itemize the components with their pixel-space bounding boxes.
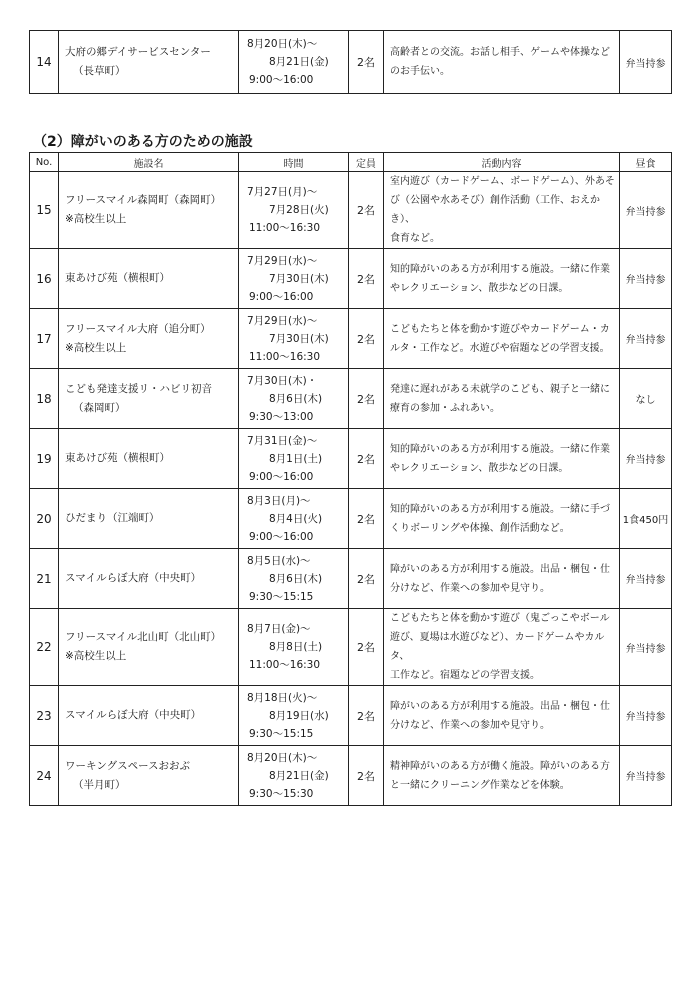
time-cell: 8月7日(金)～ 8月8日(土) 11:00～16:30 xyxy=(239,609,349,686)
header-row xyxy=(30,153,672,172)
capacity-cell: 2名 xyxy=(349,309,384,369)
activity-cell: 知的障がいのある方が利用する施設。一緒に作業 やレクリエーション、散歩などの日課。 xyxy=(384,249,620,309)
lunch-cell: 弁当持参 xyxy=(620,249,672,309)
time-cell: 7月30日(木)・ 8月6日(木) 9:30～13:00 xyxy=(239,369,349,429)
lunch-cell: 弁当持参 xyxy=(620,609,672,686)
facility-name: ワーキングスペースおおぶ （半月町） xyxy=(59,746,239,806)
row-number: 18 xyxy=(30,369,59,429)
facility-table xyxy=(29,152,672,806)
header-capacity: 定員 xyxy=(349,153,384,172)
lunch-cell: 弁当持参 xyxy=(620,31,672,94)
time-cell: 8月20日(木)～ 8月21日(金) 9:30～15:30 xyxy=(239,746,349,806)
table-row xyxy=(30,686,672,746)
activity-cell: 高齢者との交流。お話し相手、ゲームや体操など のお手伝い。 xyxy=(384,31,620,94)
facility-name: スマイルらぼ大府（中央町） xyxy=(59,549,239,609)
facility-name: ひだまり（江端町） xyxy=(59,489,239,549)
table-row xyxy=(30,489,672,549)
capacity-cell: 2名 xyxy=(349,172,384,249)
table-row xyxy=(30,172,672,249)
row-number: 23 xyxy=(30,686,59,746)
time-cell: 7月29日(水)～ 7月30日(木) 9:00～16:00 xyxy=(239,249,349,309)
activity-cell: 障がいのある方が利用する施設。出品・梱包・仕 分けなど、作業への参加や見守り。 xyxy=(384,686,620,746)
row-number: 15 xyxy=(30,172,59,249)
row-number: 24 xyxy=(30,746,59,806)
row-number: 16 xyxy=(30,249,59,309)
lunch-cell: 弁当持参 xyxy=(620,746,672,806)
table-row xyxy=(30,369,672,429)
time-cell: 8月5日(水)～ 8月6日(木) 9:30～15:15 xyxy=(239,549,349,609)
table-row xyxy=(30,249,672,309)
lunch-cell: 1食450円 xyxy=(620,489,672,549)
header-no: No. xyxy=(30,153,59,172)
time-cell: 7月27日(月)～ 7月28日(火) 11:00～16:30 xyxy=(239,172,349,249)
section-title: （2）障がいのある方のための施設 xyxy=(33,134,253,150)
activity-cell: 室内遊び（カードゲーム、ボードゲーム）、外あそ び（公園や水あそび）創作活動（工作、おえかき）、 食育など。 xyxy=(384,172,620,249)
facility-name: フリースマイル森岡町（森岡町） ※高校生以上 xyxy=(59,172,239,249)
header-time: 時間 xyxy=(239,153,349,172)
time-cell: 7月31日(金)～ 8月1日(土) 9:00～16:00 xyxy=(239,429,349,489)
capacity-cell: 2名 xyxy=(349,549,384,609)
facility-name: 東あけび苑（横根町） xyxy=(59,249,239,309)
time-cell: 7月29日(水)～ 7月30日(木) 11:00～16:30 xyxy=(239,309,349,369)
lunch-cell: 弁当持参 xyxy=(620,549,672,609)
activity-cell: 知的障がいのある方が利用する施設。一緒に作業 やレクリエーション、散歩などの日課。 xyxy=(384,429,620,489)
activity-cell: こどもたちと体を動かす遊びやカードゲーム・カ ルタ・工作など。水遊びや宿題などの学習支援。 xyxy=(384,309,620,369)
facility-name: フリースマイル大府（追分町） ※高校生以上 xyxy=(59,309,239,369)
row-number: 20 xyxy=(30,489,59,549)
capacity-cell: 2名 xyxy=(349,249,384,309)
activity-cell: こどもたちと体を動かす遊び（鬼ごっこやボール 遊び、夏場は水遊びなど）、カードゲームやカルタ、 工作など。宿題などの学習支援。 xyxy=(384,609,620,686)
lunch-cell: 弁当持参 xyxy=(620,429,672,489)
header-activity: 活動内容 xyxy=(384,153,620,172)
facility-name: スマイルらぼ大府（中央町） xyxy=(59,686,239,746)
lunch-cell: 弁当持参 xyxy=(620,172,672,249)
row-number: 22 xyxy=(30,609,59,686)
time-cell: 8月3日(月)～ 8月4日(火) 9:00～16:00 xyxy=(239,489,349,549)
top-table xyxy=(29,30,672,94)
activity-cell: 精神障がいのある方が働く施設。障がいのある方 と一緒にクリーニング作業などを体験。 xyxy=(384,746,620,806)
row-number: 14 xyxy=(30,31,59,94)
time-cell: 8月20日(木)～ 8月21日(金) 9:00～16:00 xyxy=(239,31,349,94)
activity-cell: 発達に遅れがある未就学のこども、親子と一緒に 療育の参加・ふれあい。 xyxy=(384,369,620,429)
header-name: 施設名 xyxy=(59,153,239,172)
lunch-cell: 弁当持参 xyxy=(620,686,672,746)
time-cell: 8月18日(火)～ 8月19日(水) 9:30～15:15 xyxy=(239,686,349,746)
table-row xyxy=(30,309,672,369)
header-lunch: 昼食 xyxy=(620,153,672,172)
facility-name: こども発達支援リ・ハビリ初音 （森岡町） xyxy=(59,369,239,429)
capacity-cell: 2名 xyxy=(349,489,384,549)
facility-name: 東あけび苑（横根町） xyxy=(59,429,239,489)
lunch-cell: なし xyxy=(620,369,672,429)
capacity-cell: 2名 xyxy=(349,369,384,429)
capacity-cell: 2名 xyxy=(349,746,384,806)
capacity-cell: 2名 xyxy=(349,686,384,746)
activity-cell: 知的障がいのある方が利用する施設。一緒に手づ くりボーリングや体操、創作活動など。 xyxy=(384,489,620,549)
activity-cell: 障がいのある方が利用する施設。出品・梱包・仕 分けなど、作業への参加や見守り。 xyxy=(384,549,620,609)
facility-name: フリースマイル北山町（北山町） ※高校生以上 xyxy=(59,609,239,686)
capacity-cell: 2名 xyxy=(349,609,384,686)
table-row xyxy=(30,609,672,686)
table-row xyxy=(30,429,672,489)
facility-name: 大府の郷デイサービスセンター （長草町） xyxy=(59,31,239,94)
row-number: 19 xyxy=(30,429,59,489)
table-row xyxy=(30,31,672,94)
row-number: 21 xyxy=(30,549,59,609)
capacity-cell: 2名 xyxy=(349,429,384,489)
lunch-cell: 弁当持参 xyxy=(620,309,672,369)
table-row xyxy=(30,549,672,609)
table-row xyxy=(30,746,672,806)
capacity-cell: 2名 xyxy=(349,31,384,94)
row-number: 17 xyxy=(30,309,59,369)
